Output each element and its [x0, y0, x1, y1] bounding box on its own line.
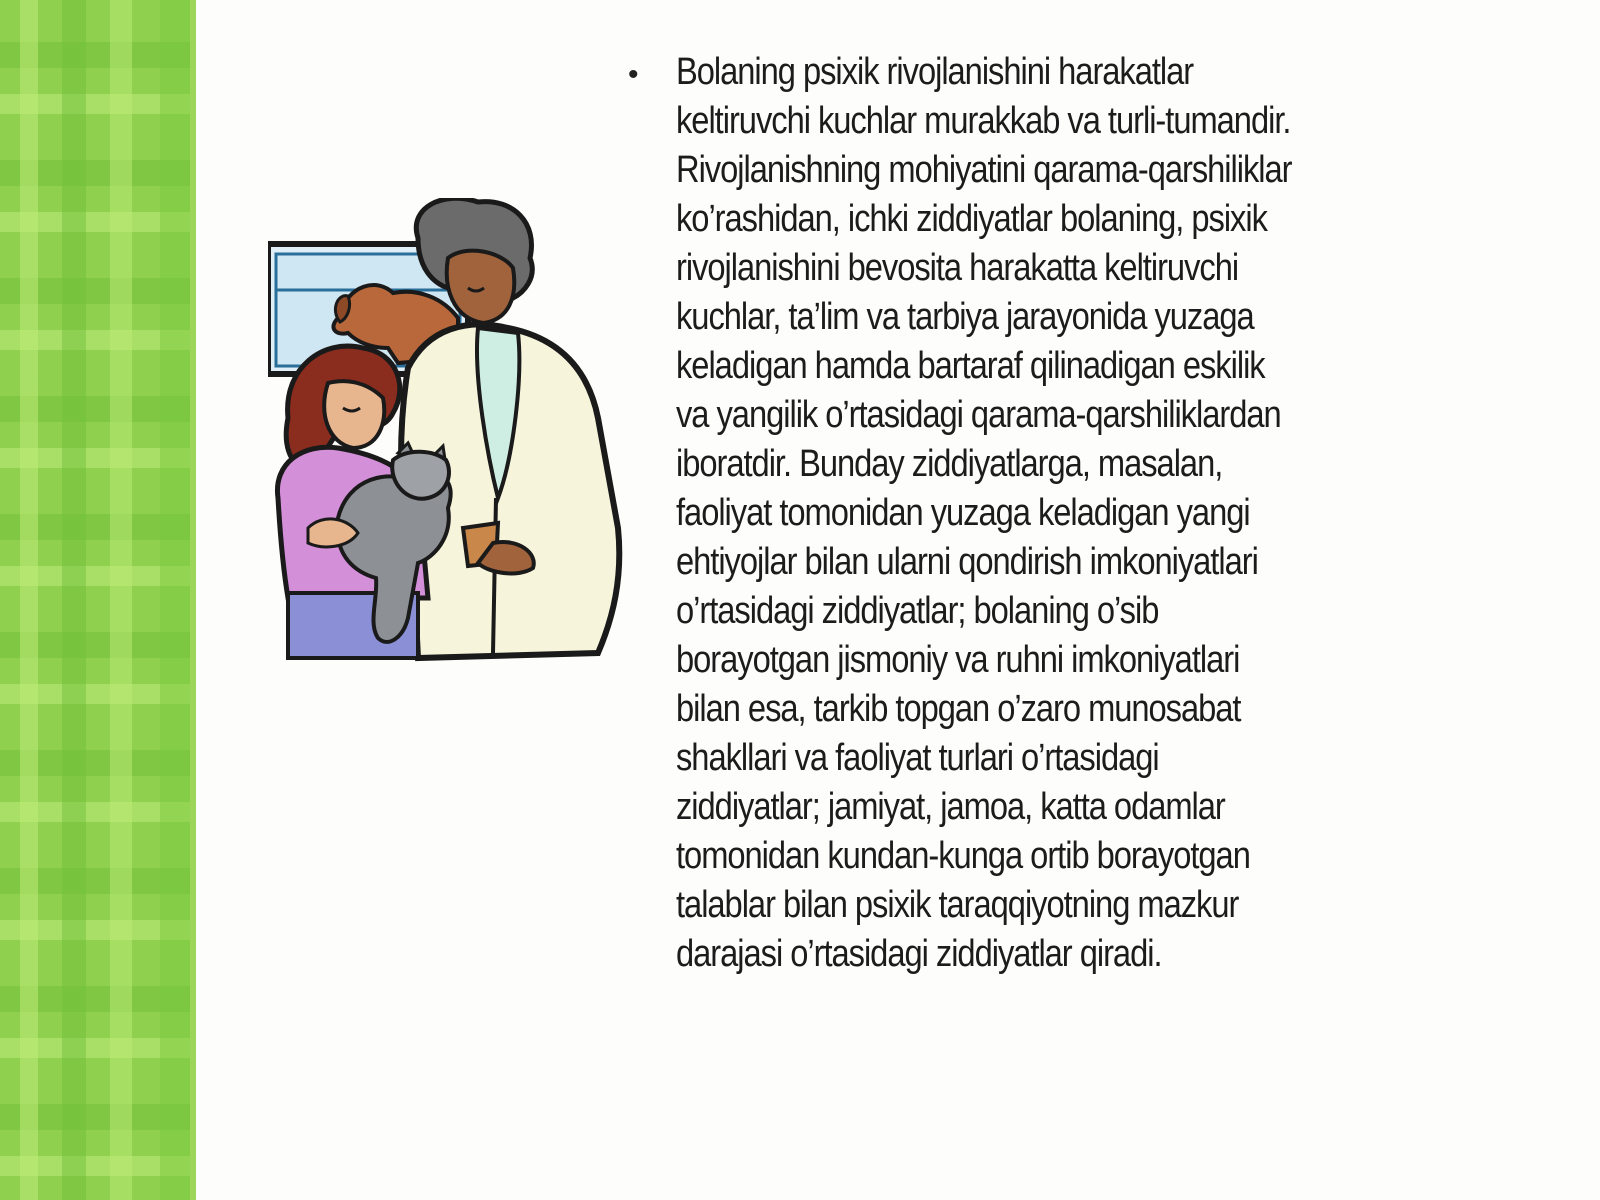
- text-line: shakllari va faoliyat turlari o’rtasidagi: [675, 737, 1159, 779]
- text-line: bilan esa, tarkib topgan o’zaro munosabat: [675, 688, 1241, 730]
- plaid-edge: [190, 0, 196, 1200]
- text-line: ziddiyatlar; jamiyat, jamoa, katta odamlar: [675, 786, 1225, 828]
- bullet-point: •: [628, 58, 639, 91]
- paragraph-text: [676, 48, 1409, 979]
- veterinarian-clipart-icon: [268, 198, 638, 668]
- text-line: rivojlanishini bevosita harakatta keltiruvchi: [675, 247, 1238, 289]
- text-line: va yangilik o’rtasidagi qarama-qarshiliklardan: [675, 394, 1281, 436]
- text-line: keltiruvchi kuchlar murakkab va turli-tumandir.: [675, 100, 1291, 142]
- text-line: darajasi o’rtasidagi ziddiyatlar qiradi.: [675, 933, 1162, 975]
- text-line: ehtiyojlar bilan ularni qondirish imkoniyatlari: [675, 541, 1258, 583]
- bullet-paragraph: [628, 48, 1528, 979]
- text-line: Rivojlanishning mohiyatini qarama-qarshiliklar: [675, 149, 1292, 191]
- text-line: o’rtasidagi ziddiyatlar; bolaning o’sib: [675, 590, 1159, 632]
- text-line: talablar bilan psixik taraqqiyotning mazkur: [675, 884, 1239, 926]
- text-line: tomonidan kundan-kunga ortib borayotgan: [675, 835, 1250, 877]
- text-line: iboratdir. Bunday ziddiyatlarga, masalan,: [675, 443, 1223, 485]
- text-line: faoliyat tomonidan yuzaga keladigan yangi: [675, 492, 1250, 534]
- green-plaid-border: [0, 0, 196, 1200]
- text-line: kuchlar, ta’lim va tarbiya jarayonida yuzaga: [675, 296, 1254, 338]
- text-line: keladigan hamda bartaraf qilinadigan eskilik: [675, 345, 1265, 387]
- text-line: Bolaning psixik rivojlanishini harakatlar: [675, 51, 1193, 93]
- text-line: ko’rashidan, ichki ziddiyatlar bolaning, psixik: [675, 198, 1267, 240]
- text-line: borayotgan jismoniy va ruhni imkoniyatlari: [675, 639, 1240, 681]
